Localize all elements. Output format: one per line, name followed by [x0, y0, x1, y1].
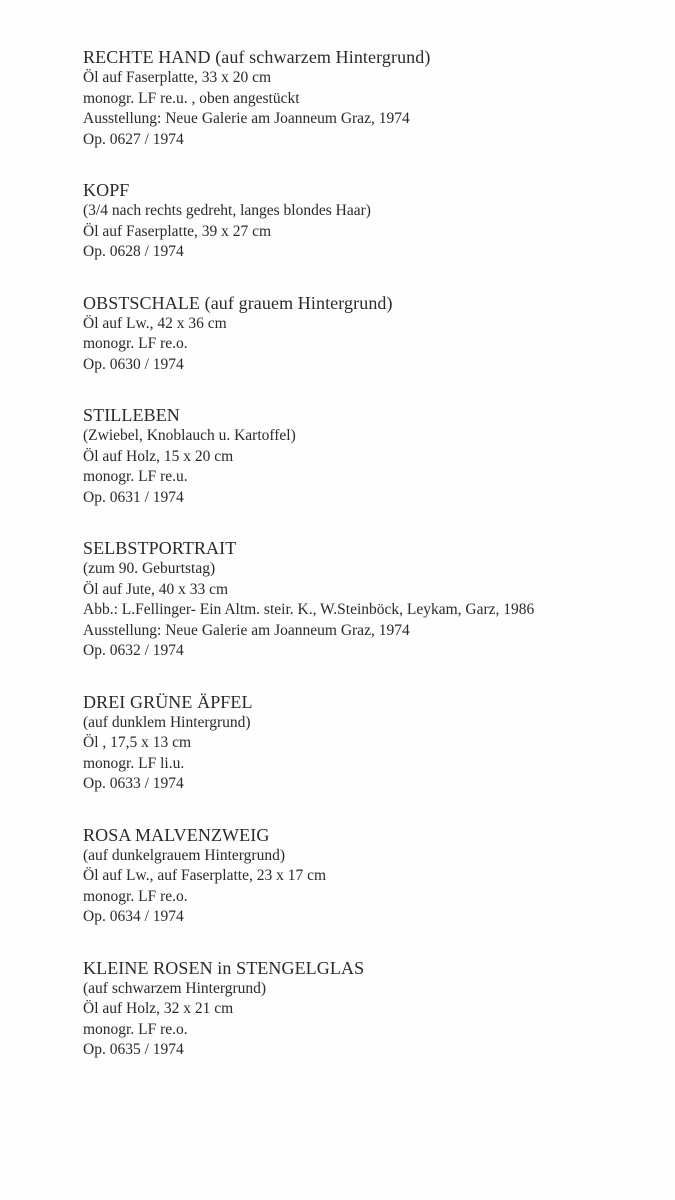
- artwork-title: KOPF: [83, 180, 130, 200]
- catalog-entry: [83, 692, 663, 795]
- artwork-detail-line: Öl auf Lw., 42 x 36 cm: [83, 314, 227, 332]
- artwork-detail-line: monogr. LF re.o.: [83, 335, 188, 352]
- catalog-entry: [83, 180, 663, 263]
- catalog-entry: [83, 405, 663, 508]
- artwork-detail-line: Ausstellung: Neue Galerie am Joanneum Graz, 1974: [83, 110, 410, 127]
- catalog-entry: [83, 538, 663, 662]
- artwork-detail-line: monogr. LF li.u.: [83, 754, 185, 772]
- artwork-detail-line: (3/4 nach rechts gedreht, langes blondes Haar): [83, 202, 371, 219]
- artwork-title: KLEINE ROSEN in STENGELGLAS: [83, 957, 365, 978]
- artwork-opus-number: Op. 0634 / 1974: [83, 908, 184, 925]
- artwork-detail-line: Öl auf Faserplatte, 33 x 20 cm: [83, 69, 272, 86]
- artwork-title: ROSA MALVENZWEIG: [83, 824, 270, 845]
- artwork-detail-line: monogr. LF re.o.: [83, 1020, 188, 1038]
- artwork-detail-line: (auf dunkelgrauem Hintergrund): [83, 846, 286, 864]
- catalog-entry: [83, 825, 663, 928]
- artwork-detail-line: (auf dunklem Hintergrund): [83, 713, 251, 731]
- artwork-opus-number: Op. 0633 / 1974: [83, 775, 184, 792]
- artwork-title: RECHTE HAND (auf schwarzem Hintergrund): [83, 47, 431, 67]
- artwork-opus-number: Op. 0628 / 1974: [83, 243, 184, 260]
- artwork-opus-number: Op. 0632 / 1974: [83, 642, 184, 659]
- artwork-opus-number: Op. 0635 / 1974: [83, 1041, 184, 1058]
- artwork-opus-number: Op. 0627 / 1974: [83, 130, 184, 148]
- catalog-entry: [83, 958, 663, 1061]
- artwork-opus-number: Op. 0631 / 1974: [83, 488, 184, 506]
- artwork-detail-line: Öl auf Holz, 32 x 21 cm: [83, 1000, 234, 1017]
- artwork-title: OBSTSCHALE (auf grauem Hintergrund): [83, 292, 393, 313]
- artwork-detail-line: Abb.: L.Fellinger- Ein Altm. steir. K., W.Steinböck, Leykam, Garz, 1986: [83, 601, 535, 618]
- artwork-detail-line: Öl , 17,5 x 13 cm: [83, 734, 192, 751]
- artwork-detail-line: monogr. LF re.u. , oben angestückt: [83, 89, 300, 107]
- artwork-title: SELBSTPORTRAIT: [83, 538, 237, 558]
- catalog-entry: [83, 47, 663, 150]
- artwork-detail-line: Öl auf Jute, 40 x 33 cm: [83, 580, 229, 598]
- artwork-detail-line: (zum 90. Geburtstag): [83, 560, 216, 577]
- artwork-title: STILLEBEN: [83, 405, 180, 425]
- artwork-detail-line: (Zwiebel, Knoblauch u. Kartoffel): [83, 427, 296, 444]
- artwork-title: DREI GRÜNE ÄPFEL: [83, 691, 253, 712]
- artwork-detail-line: Ausstellung: Neue Galerie am Joanneum Graz, 1974: [83, 621, 410, 639]
- artwork-detail-line: Öl auf Lw., auf Faserplatte, 23 x 17 cm: [83, 867, 327, 884]
- artwork-catalog-list: [83, 47, 663, 1061]
- artwork-detail-line: Öl auf Faserplatte, 39 x 27 cm: [83, 222, 272, 240]
- artwork-detail-line: monogr. LF re.u.: [83, 468, 188, 485]
- catalog-entry: [83, 293, 663, 376]
- artwork-detail-line: (auf schwarzem Hintergrund): [83, 979, 267, 997]
- artwork-detail-line: Öl auf Holz, 15 x 20 cm: [83, 447, 234, 465]
- artwork-opus-number: Op. 0630 / 1974: [83, 355, 184, 373]
- artwork-detail-line: monogr. LF re.o.: [83, 887, 188, 905]
